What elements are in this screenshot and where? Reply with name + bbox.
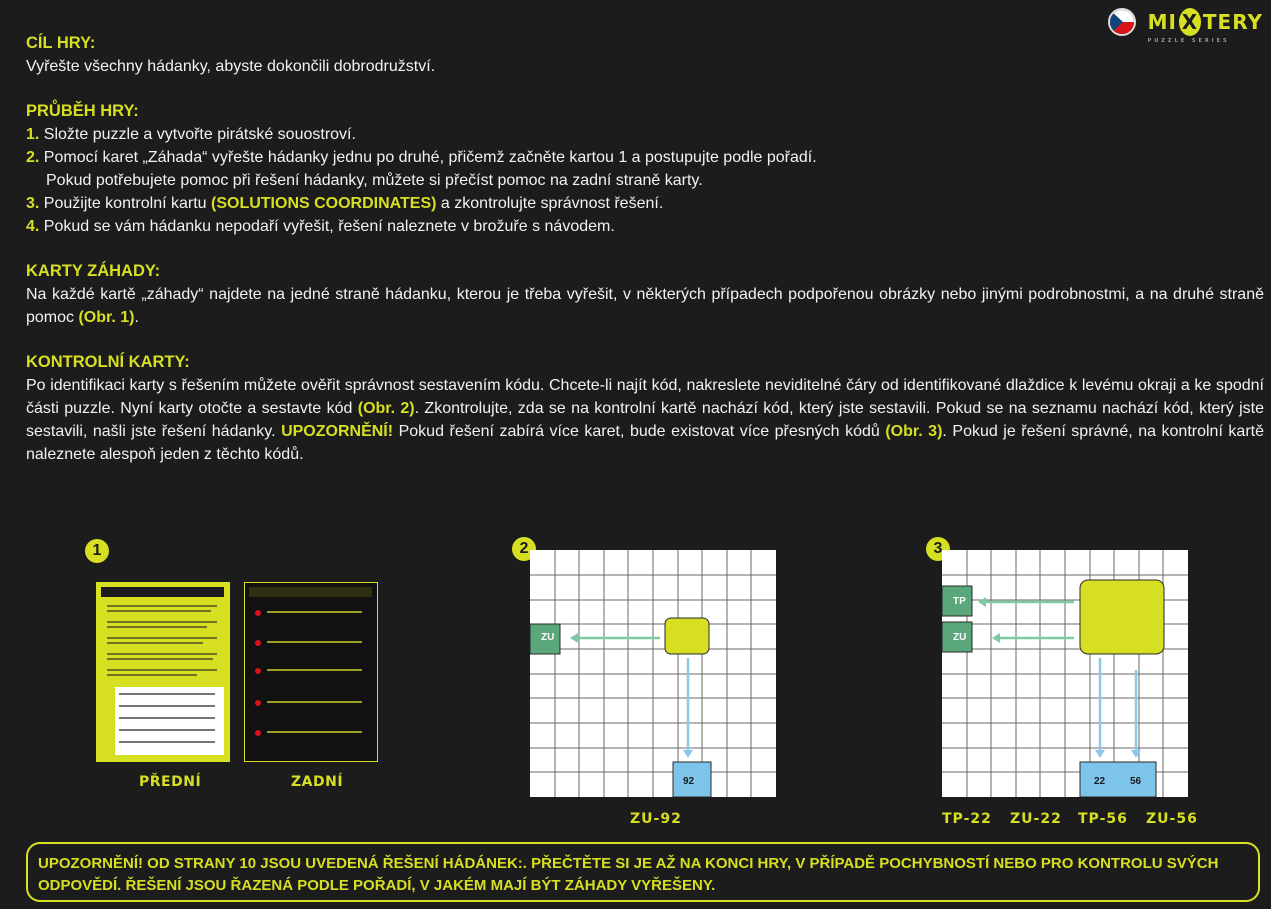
tile-tp-label: TP [953,596,966,607]
figure-2-number: 2 [512,537,536,561]
code-zu-22: ZU-22 [1010,811,1062,827]
course-item-4: 4. Pokud se vám hádanku nepodaří vyřešit, řešení naleznete v brožuře s návodem. [26,218,615,235]
warning-box: UPOZORNĚNÍ! OD STRANY 10 JSOU UVEDENÁ ŘEŠENÍ HÁDÁNEK:. PŘEČTĚTE SI JE AŽ NA KONCI HRY, V PŘÍPADĚ POCHYBNOSTÍ NEBO PRO KONTROLU SVÝCH ODPOVĚDÍ. ŘEŠENÍ JSOU ŘAZENÁ PODLE POŘADÍ, V JAKÉM MAJÍ BÝT ZÁHADY VYŘEŠENY. [26,842,1260,902]
course-item-1: 1. Složte puzzle a vytvořte pirátské souostroví. [26,126,356,143]
code-zu-92: ZU-92 [630,811,682,827]
figure-3-number: 3 [926,537,950,561]
cards-text: Na každé kartě „záhady“ najdete na jedné straně hádanku, kterou je třeba vyřešit, v některých případech podpořenou obrázky nebo jinými podrobnostmi, a na druhé straně pomoc (Obr. 1). [26,286,1264,326]
puzzle-graphic-2 [530,550,776,797]
card-front-graphic [97,583,228,760]
tile-92-label: 92 [683,776,695,787]
puzzle-graphic-3 [942,550,1188,797]
card-back-graphic [245,583,376,760]
front-caption: PŘEDNÍ [139,774,202,790]
tile-zu-label: ZU [541,632,555,643]
tile-56-label: 56 [1130,776,1142,787]
code-tp-56: TP-56 [1078,811,1128,827]
course-item-2-cont: Pokud potřebujete pomoc při řešení hádanky, můžete si přečíst pomoc na zadní straně karty. [46,172,703,189]
mixtery-logo: MI X TERY PUZZLE SERIES [1147,10,1263,44]
code-zu-56: ZU-56 [1146,811,1198,827]
course-item-3: 3. Použijte kontrolní kartu (SOLUTIONS COORDINATES) a zkontrolujte správnost řešení. [26,195,664,212]
control-heading: KONTROLNÍ KARTY: [26,353,190,371]
cards-heading: KARTY ZÁHADY: [26,262,161,280]
tile-22-label: 22 [1094,776,1106,787]
goal-text: Vyřešte všechny hádanky, abyste dokončili dobrodružství. [26,58,436,75]
course-item-2: 2. Pomocí karet „Záhada“ vyřešte hádanky jednu po druhé, přičemž začněte kartou 1 a postupujte podle pořadí. [26,149,817,166]
code-tp-22: TP-22 [942,811,992,827]
puzzle-image-3 [942,550,1188,797]
course-heading: PRŮBĚH HRY: [26,102,139,120]
tile-zu-label: ZU [953,632,967,643]
back-caption: ZADNÍ [291,774,344,790]
rules-text [26,32,1266,466]
figure-1-number: 1 [85,539,109,563]
puzzle-image-2 [530,550,776,797]
card-front-image [96,582,230,762]
card-back-image [244,582,378,762]
control-text: Po identifikaci karty s řešením můžete ověřit správnost sestavením kódu. Chcete-li najít kód, nakreslete neviditelné čáry od identifikované dlaždice k levému okraji a ke spodní části puzzle. Nyní karty otočte a sestavte kód (Obr. 2). Zkontrolujte, zda se na kontrolní kartě nachází kód, který jste sestavili. Pokud se na seznamu nachází kód, který jste sestavili, našli jste řešení hádanky. UPOZORNĚNÍ! Pokud řešení zabírá více karet, bude existovat více přesných kódů (Obr. 3). Pokud je řešení správné, na kontrolní kartě naleznete alespoň jeden z těchto kódů. [26,377,1265,463]
goal-heading: CÍL HRY: [26,34,96,52]
